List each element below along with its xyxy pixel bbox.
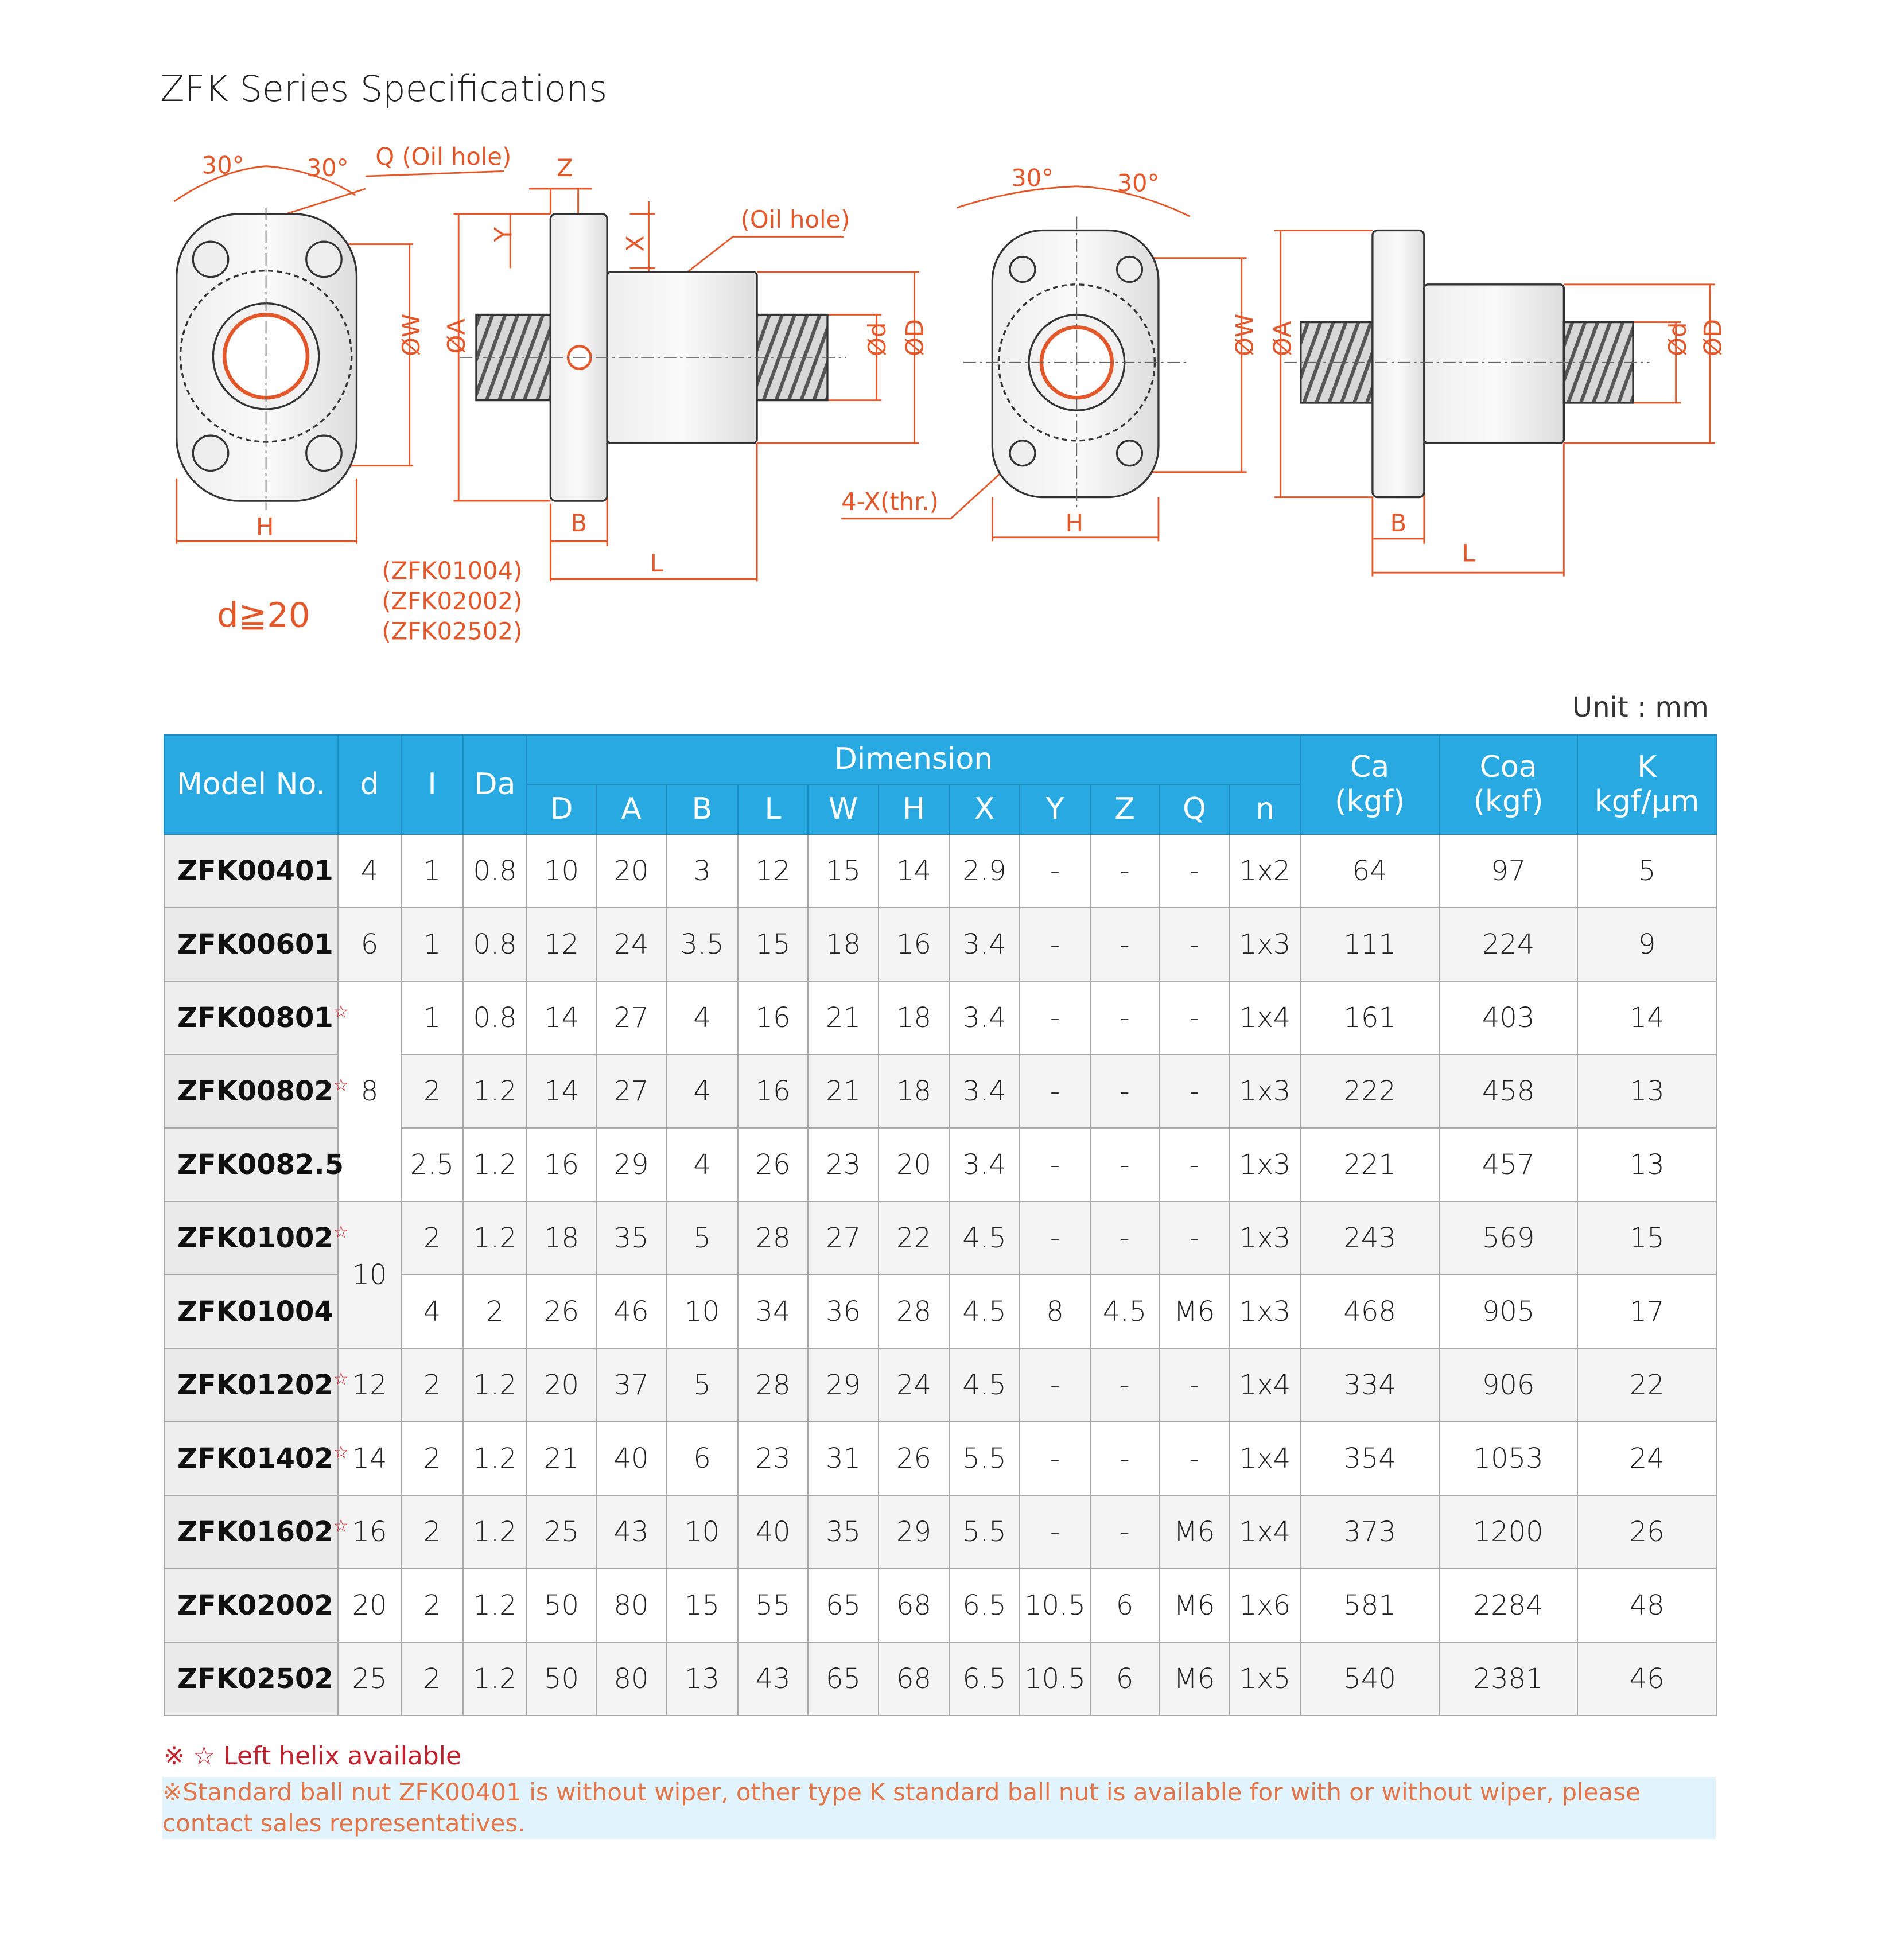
dim-cell-l: 23 (738, 1422, 808, 1495)
dim-cell-q: - (1159, 908, 1230, 981)
dim-cell-h: 20 (879, 1128, 949, 1201)
dim-cell-y: 8 (1020, 1275, 1090, 1348)
dim-cell-x: 3.4 (949, 908, 1020, 981)
model-name: ZFK01202 (177, 1369, 333, 1401)
dim-cell-l: 43 (738, 1642, 808, 1716)
dim-cell-a: 35 (596, 1201, 666, 1275)
dim-cell-w: 36 (808, 1275, 879, 1348)
dim-cell-q: - (1159, 1348, 1230, 1422)
ca-cell: 373 (1300, 1495, 1439, 1569)
dim-cell-x: 4.5 (949, 1275, 1020, 1348)
model-name: ZFK01402 (177, 1442, 333, 1475)
angle-label: 30° (1011, 164, 1054, 192)
dim-cell-w: 65 (808, 1569, 879, 1642)
model-note: (ZFK02002) (382, 586, 523, 615)
left-helix-star-icon: ☆ (333, 1002, 349, 1022)
k-cell: 24 (1577, 1422, 1716, 1495)
coa-cell: 457 (1439, 1128, 1577, 1201)
ca-cell: 111 (1300, 908, 1439, 981)
left-helix-star-icon: ☆ (333, 1075, 349, 1095)
dim-cell-a: 43 (596, 1495, 666, 1569)
d-cell: 4 (338, 834, 401, 908)
model-name: ZFK02002 (177, 1589, 333, 1621)
dim-cell-b: 4 (666, 1055, 738, 1128)
coa-cell: 97 (1439, 834, 1577, 908)
model-cell (164, 834, 338, 908)
table-row (164, 981, 1716, 1055)
header-dim-a: A (596, 784, 666, 834)
left-helix-star-icon: ☆ (333, 1442, 349, 1463)
table-row (164, 1569, 1716, 1642)
d-label: Ød (1663, 322, 1692, 356)
dim-cell-l: 28 (738, 1348, 808, 1422)
dim-cell-h: 26 (879, 1422, 949, 1495)
dim-cell-z: 4.5 (1090, 1275, 1159, 1348)
dim-cell-z: - (1090, 1422, 1159, 1495)
dim-cell-a: 27 (596, 981, 666, 1055)
model-name: ZFK01002 (177, 1222, 333, 1254)
dim-cell-q: - (1159, 1201, 1230, 1275)
oil-hole-label: (Oil hole) (740, 205, 850, 234)
dim-cell-l: 15 (738, 908, 808, 981)
dim-cell-x: 2.9 (949, 834, 1020, 908)
model-name: ZFK0082.5 (177, 1149, 344, 1181)
dim-cell-n: 1x2 (1230, 834, 1300, 908)
dim-cell-q: M6 (1159, 1569, 1230, 1642)
w-label: ØW (1230, 313, 1259, 356)
dim-cell-d: 18 (527, 1201, 596, 1275)
header-dim-h: H (879, 784, 949, 834)
dim-cell-x: 3.4 (949, 1055, 1020, 1128)
model-note: (ZFK02502) (382, 617, 523, 645)
dim-cell-b: 6 (666, 1422, 738, 1495)
angle-label: 30° (306, 154, 349, 182)
dim-cell-b: 5 (666, 1201, 738, 1275)
i-cell: 2 (401, 1642, 463, 1716)
d-label: Ød (862, 322, 891, 356)
model-cell (164, 981, 349, 1055)
model-cell (164, 1201, 349, 1275)
model-cell (164, 1569, 338, 1642)
dim-cell-b: 4 (666, 1128, 738, 1201)
dim-cell-n: 1x3 (1230, 1055, 1300, 1128)
ca-cell: 581 (1300, 1569, 1439, 1642)
k-cell: 5 (1577, 834, 1716, 908)
table-row (164, 1642, 1716, 1716)
dim-cell-l: 16 (738, 1055, 808, 1128)
header-ca: Ca (kgf) (1300, 735, 1439, 834)
ca-cell: 64 (1300, 834, 1439, 908)
dim-cell-x: 5.5 (949, 1422, 1020, 1495)
k-cell: 15 (1577, 1201, 1716, 1275)
table-row (164, 1348, 1716, 1422)
dim-cell-d: 14 (527, 1055, 596, 1128)
left-helix-star-icon: ☆ (333, 1222, 349, 1242)
dim-cell-n: 1x3 (1230, 1128, 1300, 1201)
y-label: Y (489, 227, 518, 242)
dim-cell-l: 34 (738, 1275, 808, 1348)
da-cell: 1.2 (463, 1495, 527, 1569)
table-row (164, 1201, 1716, 1275)
dim-cell-w: 15 (808, 834, 879, 908)
dim-cell-n: 1x4 (1230, 1495, 1300, 1569)
model-name: ZFK00401 (177, 855, 333, 887)
D-label: ØD (1698, 318, 1727, 356)
dim-cell-w: 65 (808, 1642, 879, 1716)
dim-cell-z: - (1090, 1055, 1159, 1128)
header-dim-q: Q (1159, 784, 1230, 834)
header-model: Model No. (164, 735, 338, 834)
dim-cell-x: 6.5 (949, 1569, 1020, 1642)
a-label: ØA (1268, 321, 1297, 356)
dim-cell-d: 16 (527, 1128, 596, 1201)
dim-cell-y: - (1020, 908, 1090, 981)
dim-cell-w: 21 (808, 981, 879, 1055)
dim-cell-z: 6 (1090, 1569, 1159, 1642)
dim-cell-n: 1x3 (1230, 1201, 1300, 1275)
dim-cell-w: 27 (808, 1201, 879, 1275)
b-label: B (1390, 508, 1407, 537)
i-cell: 1 (401, 834, 463, 908)
dim-cell-x: 3.4 (949, 1128, 1020, 1201)
da-cell: 1.2 (463, 1201, 527, 1275)
da-cell: 1.2 (463, 1055, 527, 1128)
dim-cell-b: 13 (666, 1642, 738, 1716)
table-row (164, 1495, 1716, 1569)
k-cell: 48 (1577, 1569, 1716, 1642)
ca-cell: 161 (1300, 981, 1439, 1055)
header-dim-y: Y (1020, 784, 1090, 834)
dim-cell-q: - (1159, 1055, 1230, 1128)
dim-cell-x: 5.5 (949, 1495, 1020, 1569)
dim-cell-z: - (1090, 1201, 1159, 1275)
table-row (164, 908, 1716, 981)
dim-cell-w: 23 (808, 1128, 879, 1201)
dim-cell-y: - (1020, 834, 1090, 908)
dim-cell-d: 20 (527, 1348, 596, 1422)
header-dim-b: B (666, 784, 738, 834)
model-cell (164, 1348, 349, 1422)
header-dim-n: n (1230, 784, 1300, 834)
dim-cell-y: - (1020, 981, 1090, 1055)
model-cell (164, 1055, 349, 1128)
dim-cell-d: 26 (527, 1275, 596, 1348)
dim-cell-q: M6 (1159, 1642, 1230, 1716)
i-cell: 1 (401, 908, 463, 981)
header-dim-w: W (808, 784, 879, 834)
ca-cell: 354 (1300, 1422, 1439, 1495)
model-name: ZFK02502 (177, 1663, 333, 1695)
dim-cell-h: 29 (879, 1495, 949, 1569)
dim-cell-q: - (1159, 981, 1230, 1055)
dim-cell-a: 46 (596, 1275, 666, 1348)
dim-cell-h: 28 (879, 1275, 949, 1348)
table-row (164, 834, 1716, 908)
h-label: H (256, 512, 274, 541)
model-cell (164, 1275, 338, 1348)
dim-cell-l: 26 (738, 1128, 808, 1201)
i-cell: 4 (401, 1275, 463, 1348)
dim-cell-l: 12 (738, 834, 808, 908)
table-row (164, 1422, 1716, 1495)
header-i: I (401, 735, 463, 834)
ca-cell: 540 (1300, 1642, 1439, 1716)
dim-cell-q: M6 (1159, 1275, 1230, 1348)
da-cell: 0.8 (463, 908, 527, 981)
page-title: ZFK Series Specifications (160, 68, 608, 110)
dim-cell-z: - (1090, 1348, 1159, 1422)
dim-cell-w: 18 (808, 908, 879, 981)
header-k: K kgf/μm (1577, 735, 1716, 834)
k-cell: 26 (1577, 1495, 1716, 1569)
dim-cell-d: 10 (527, 834, 596, 908)
coa-cell: 224 (1439, 908, 1577, 981)
model-name: ZFK01004 (177, 1296, 333, 1328)
dim-cell-h: 16 (879, 908, 949, 981)
a-label: ØA (442, 318, 471, 354)
dim-cell-y: - (1020, 1201, 1090, 1275)
coa-cell: 906 (1439, 1348, 1577, 1422)
d-cell: 10 (338, 1201, 401, 1348)
dim-cell-z: - (1090, 1495, 1159, 1569)
d-cell: 20 (338, 1569, 401, 1642)
coa-cell: 905 (1439, 1275, 1577, 1348)
dim-cell-n: 1x4 (1230, 1348, 1300, 1422)
dim-cell-q: - (1159, 1422, 1230, 1495)
d-cell: 6 (338, 908, 401, 981)
dim-cell-n: 1x3 (1230, 908, 1300, 981)
dim-cell-a: 29 (596, 1128, 666, 1201)
x-label: X (621, 235, 650, 252)
dim-cell-h: 24 (879, 1348, 949, 1422)
coa-cell: 1053 (1439, 1422, 1577, 1495)
model-cell (164, 1495, 349, 1569)
dim-cell-n: 1x3 (1230, 1275, 1300, 1348)
dim-cell-d: 50 (527, 1569, 596, 1642)
k-cell: 22 (1577, 1348, 1716, 1422)
dim-cell-x: 6.5 (949, 1642, 1020, 1716)
i-cell: 2.5 (401, 1128, 463, 1201)
dim-cell-y: 10.5 (1020, 1642, 1090, 1716)
dim-cell-h: 14 (879, 834, 949, 908)
unit-label: Unit : mm (1572, 691, 1709, 724)
ca-cell: 221 (1300, 1128, 1439, 1201)
dim-cell-h: 18 (879, 1055, 949, 1128)
k-cell: 46 (1577, 1642, 1716, 1716)
dim-cell-h: 68 (879, 1569, 949, 1642)
dim-cell-a: 27 (596, 1055, 666, 1128)
technical-drawing (0, 0, 1889, 689)
da-cell: 0.8 (463, 834, 527, 908)
dim-cell-w: 35 (808, 1495, 879, 1569)
dim-cell-a: 37 (596, 1348, 666, 1422)
thread-label: 4-X(thr.) (841, 487, 939, 516)
dim-cell-n: 1x4 (1230, 1422, 1300, 1495)
coa-cell: 1200 (1439, 1495, 1577, 1569)
dim-cell-l: 16 (738, 981, 808, 1055)
i-cell: 2 (401, 1055, 463, 1128)
model-name: ZFK00802 (177, 1075, 333, 1107)
dim-cell-w: 21 (808, 1055, 879, 1128)
k-cell: 9 (1577, 908, 1716, 981)
dim-cell-y: - (1020, 1128, 1090, 1201)
header-dimension: Dimension (527, 735, 1300, 784)
dim-cell-b: 5 (666, 1348, 738, 1422)
dim-cell-b: 15 (666, 1569, 738, 1642)
dim-cell-d: 14 (527, 981, 596, 1055)
dim-cell-d: 21 (527, 1422, 596, 1495)
i-cell: 2 (401, 1348, 463, 1422)
model-name: ZFK00801 (177, 1002, 333, 1034)
dim-cell-x: 4.5 (949, 1201, 1020, 1275)
dim-cell-h: 18 (879, 981, 949, 1055)
dim-cell-w: 31 (808, 1422, 879, 1495)
dim-cell-b: 4 (666, 981, 738, 1055)
da-cell: 1.2 (463, 1422, 527, 1495)
dim-cell-z: - (1090, 908, 1159, 981)
header-dim-l: L (738, 784, 808, 834)
left-helix-note: ※ ☆ Left helix available (164, 1741, 462, 1771)
da-cell: 1.2 (463, 1569, 527, 1642)
dim-cell-h: 68 (879, 1642, 949, 1716)
dim-cell-h: 22 (879, 1201, 949, 1275)
dim-cell-b: 10 (666, 1495, 738, 1569)
dim-cell-x: 3.4 (949, 981, 1020, 1055)
angle-label: 30° (1117, 169, 1160, 197)
ca-cell: 222 (1300, 1055, 1439, 1128)
d-cell: 16 (338, 1495, 401, 1569)
dim-cell-x: 4.5 (949, 1348, 1020, 1422)
coa-cell: 2381 (1439, 1642, 1577, 1716)
w-label: ØW (397, 313, 426, 356)
dim-cell-y: - (1020, 1495, 1090, 1569)
spec-table (164, 734, 1717, 1716)
coa-cell: 2284 (1439, 1569, 1577, 1642)
header-d: d (338, 735, 401, 834)
dim-cell-y: - (1020, 1348, 1090, 1422)
dim-cell-y: 10.5 (1020, 1569, 1090, 1642)
ca-cell: 243 (1300, 1201, 1439, 1275)
dim-cell-q: - (1159, 1128, 1230, 1201)
d-cell: 8 (338, 981, 401, 1201)
coa-cell: 458 (1439, 1055, 1577, 1128)
wiper-note: ※Standard ball nut ZFK00401 is without wiper, other type K standard ball nut is available for with or without wiper, please contact sales representatives. (162, 1777, 1716, 1839)
dim-cell-y: - (1020, 1055, 1090, 1128)
dim-cell-n: 1x6 (1230, 1569, 1300, 1642)
dim-cell-b: 10 (666, 1275, 738, 1348)
model-name: ZFK01602 (177, 1516, 333, 1548)
i-cell: 2 (401, 1422, 463, 1495)
dim-cell-d: 50 (527, 1642, 596, 1716)
left-helix-star-icon: ☆ (333, 1516, 349, 1536)
i-cell: 2 (401, 1201, 463, 1275)
dim-cell-l: 40 (738, 1495, 808, 1569)
dim-cell-n: 1x5 (1230, 1642, 1300, 1716)
da-cell: 2 (463, 1275, 527, 1348)
header-dim-d: D (527, 784, 596, 834)
da-cell: 1.2 (463, 1642, 527, 1716)
da-cell: 0.8 (463, 981, 527, 1055)
b-label: B (570, 508, 588, 537)
dim-cell-y: - (1020, 1422, 1090, 1495)
dim-cell-b: 3.5 (666, 908, 738, 981)
h-label: H (1065, 508, 1083, 537)
dim-cell-b: 3 (666, 834, 738, 908)
dim-cell-d: 25 (527, 1495, 596, 1569)
model-cell (164, 1642, 338, 1716)
dim-cell-a: 80 (596, 1569, 666, 1642)
model-note: (ZFK01004) (382, 557, 523, 585)
da-cell: 1.2 (463, 1128, 527, 1201)
dim-cell-q: M6 (1159, 1495, 1230, 1569)
header-dim-z: Z (1090, 784, 1159, 834)
l-label: L (650, 549, 663, 577)
model-name: ZFK00601 (177, 928, 333, 960)
header-da: Da (463, 735, 527, 834)
condition-label: d≧20 (216, 595, 310, 635)
da-cell: 1.2 (463, 1348, 527, 1422)
D-label: ØD (900, 318, 929, 356)
dim-cell-a: 80 (596, 1642, 666, 1716)
dim-cell-a: 40 (596, 1422, 666, 1495)
dim-cell-z: 6 (1090, 1642, 1159, 1716)
dim-cell-l: 28 (738, 1201, 808, 1275)
k-cell: 14 (1577, 981, 1716, 1055)
ca-cell: 334 (1300, 1348, 1439, 1422)
dim-cell-w: 29 (808, 1348, 879, 1422)
model-cell (164, 1422, 349, 1495)
dim-cell-z: - (1090, 1128, 1159, 1201)
dim-cell-n: 1x4 (1230, 981, 1300, 1055)
model-cell (164, 1128, 344, 1201)
header-dim-x: X (949, 784, 1020, 834)
k-cell: 17 (1577, 1275, 1716, 1348)
d-cell: 12 (338, 1348, 401, 1422)
i-cell: 2 (401, 1495, 463, 1569)
k-cell: 13 (1577, 1055, 1716, 1128)
oil-hole-q-label: Q (Oil hole) (375, 142, 512, 171)
coa-cell: 569 (1439, 1201, 1577, 1275)
dim-cell-a: 20 (596, 834, 666, 908)
dim-cell-a: 24 (596, 908, 666, 981)
dim-cell-z: - (1090, 981, 1159, 1055)
dim-cell-l: 55 (738, 1569, 808, 1642)
i-cell: 2 (401, 1569, 463, 1642)
dim-cell-z: - (1090, 834, 1159, 908)
left-helix-star-icon: ☆ (333, 1369, 349, 1389)
dim-cell-q: - (1159, 834, 1230, 908)
ca-cell: 468 (1300, 1275, 1439, 1348)
k-cell: 13 (1577, 1128, 1716, 1201)
i-cell: 1 (401, 981, 463, 1055)
d-cell: 14 (338, 1422, 401, 1495)
d-cell: 25 (338, 1642, 401, 1716)
model-cell (164, 908, 338, 981)
angle-label: 30° (201, 151, 244, 180)
coa-cell: 403 (1439, 981, 1577, 1055)
dim-cell-d: 12 (527, 908, 596, 981)
l-label: L (1462, 539, 1475, 567)
z-label: Z (557, 154, 573, 182)
header-coa: Coa (kgf) (1439, 735, 1577, 834)
